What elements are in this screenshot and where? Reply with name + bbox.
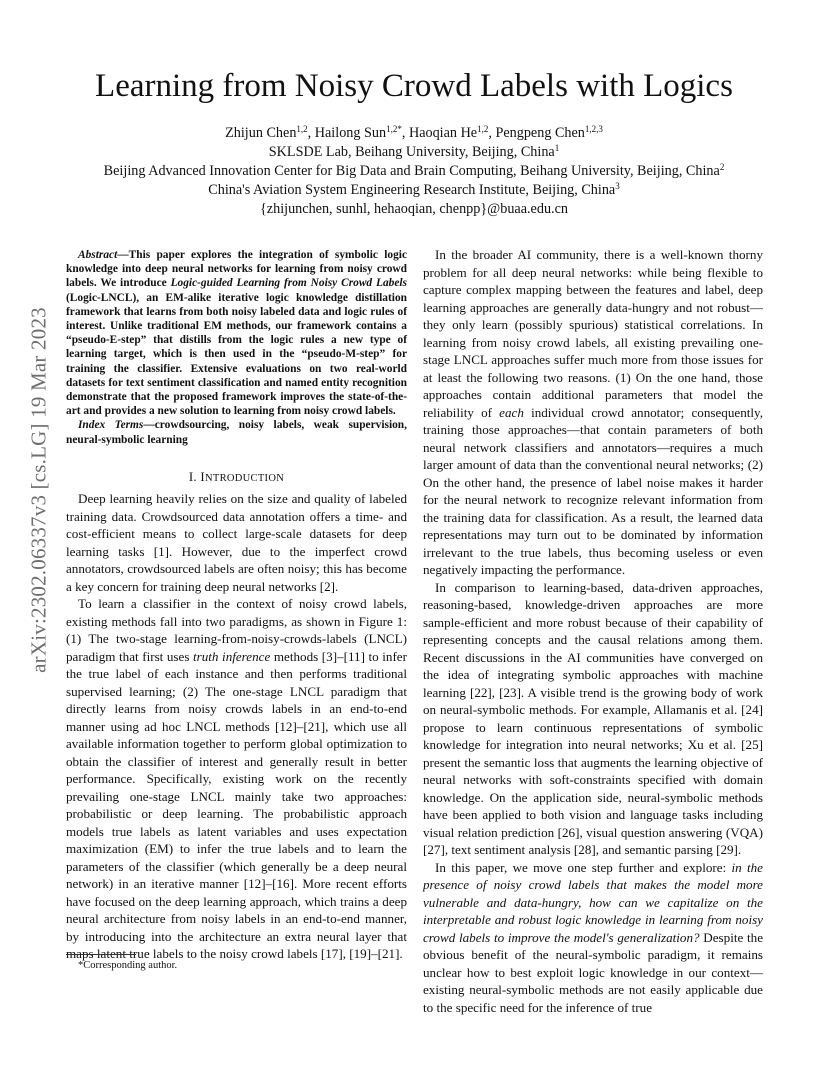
- paragraph: In the broader AI community, there is a well-known thorny problem for all deep neural networks: while being flexible to capture complex mapping between the features and label, deep learning approaches are generally data-hungry and not robust—they only learn (possibly spurious) statistical correlations. In learning from noisy crowd labels, all existing prevailing one-stage LNCL approaches suffer much more from those issues for at least the following two reasons. (1) On the one hand, those approaches contain additional parameters that model the reliability of each individual crowd annotator; consequently, training those approaches—that contain parameters of both neural network classifiers and annotators—requires a much larger amount of data than the conventional neural networks; (2) On the other hand, the presence of label noise makes it harder for the neural network to recognize relevant information from the training data for classification. As a result, the learned data representations may turn out to be dominated by information irrelevant to the true labels, thus becoming useless or even negatively impacting the performance.: [423, 247, 764, 577]
- paper-title: Learning from Noisy Crowd Labels with Logics: [95, 68, 733, 104]
- index-terms-label: Index Terms: [78, 419, 144, 432]
- abstract-label: Abstract: [78, 249, 118, 261]
- author-email: {zhijunchen, sunhl, hehaoqian, chenpp}@buaa.edu.cn: [260, 201, 568, 217]
- paragraph: Deep learning heavily relies on the size and quality of labeled training data. Crowdsourced data annotation offers a time- and cost-efficient means to collect large-scale datasets for deep learning tasks [1]. However, due to the imperfect crowd annotators, crowdsourced labels are often noisy; this has become a key concern for training deep neural networks [2].: [66, 491, 407, 594]
- method-name: Logic-guided Learning from Noisy Crowd Labels: [170, 277, 407, 290]
- author-names: Zhijun Chen$^{1,2}$, Hailong Sun$^{1,2*}$, Haoqian He$^{1,2}$, Pengpeng Chen$^{1,2,3}$: [225, 124, 603, 141]
- author-sup: 1,2: [477, 124, 489, 134]
- author-name: Pengpeng Chen: [495, 125, 585, 141]
- index-terms: Index Terms—crowdsourcing, noisy labels, weak supervision, neural-symbolic learning: [66, 419, 407, 446]
- affiliation-1: SKLSDE Lab, Beihang University, Beijing, China$^1$: [268, 143, 560, 160]
- paragraph: In this paper, we move one step further and explore: in the presence of noisy crowd labels that makes the model more vulnerable and data-hungry, how can we capitalize on the interpretable and robust logic knowledge in learning from noisy crowd labels to improve the model's generalization? Despite the obvious benefit of the neural-symbolic paradigm, it remains unclear how to best exploit logic knowledge in our context—existing neural-symbolic methods are not easily applicable due to the specific need for the inference of true: [423, 859, 764, 1015]
- affiliation-3: China's Aviation System Engineering Research Institute, Beijing, China$^3$: [208, 181, 620, 198]
- author-name: Haoqian He: [408, 125, 478, 141]
- abstract: [66, 248, 407, 447]
- arxiv-stamp: [24, 280, 54, 700]
- author-name: Zhijun Chen: [225, 125, 297, 141]
- author-block: [0, 124, 828, 219]
- paragraph: To learn a classifier in the context of noisy crowd labels, existing methods fall into two paradigms, as shown in Figure 1: (1) The two-stage learning-from-noisy-crowds-labels (LNCL) paradigm that first uses truth inference methods [3]–[11] to infer the true label of each instance and then performs traditional supervised learning; (2) The one-stage LNCL paradigm that directly learns from noisy crowds labels in an end-to-end manner using ad hoc LNCL methods [12]–[21], which use all available information together to perform global optimization to obtain the classifier of interest and generally result in better performance. Specifically, existing work on the recently prevailing one-stage LNCL mainly take two approaches: probabilistic or deep learning. The probabilistic approach models true labels as latent variables and uses expectation maximization (EM) to infer the true labels and to learn the parameters of the classifier (which generally be a deep neural network) in an iterative manner [12]–[16]. More recent efforts have focused on the deep learning approach, which trains a deep neural architecture from noisy labels in an end-to-end manner, by introducing into the architecture an extra neural layer that maps latent true labels to the noisy crowd labels [17], [19]–[21].: [66, 596, 407, 961]
- left-column-body: [66, 490, 407, 963]
- right-column-body: [423, 246, 763, 1016]
- section-heading: I. INTRODUCTION: [188, 470, 285, 484]
- author-sup: 1,2,3: [584, 124, 603, 134]
- author-sup: 1,2: [296, 124, 308, 134]
- footnote-rule: [66, 954, 136, 955]
- arxiv-stamp-text: arXiv:2302.06337v3 [cs.LG] 19 Mar 2023: [26, 307, 51, 673]
- affiliation-2: Beijing Advanced Innovation Center for Big Data and Brain Computing, Beihang University, Beijing, China$^2$: [103, 162, 725, 179]
- author-name: Hailong Sun: [314, 125, 387, 141]
- author-sup: 1,2*: [386, 124, 402, 134]
- abstract-text: Abstract—This paper explores the integration of symbolic logic knowledge into deep neural networks for learning from noisy crowd labels. We introduce Logic-guided Learning from Noisy Crowd Labels (Logic-LNCL), an EM-alike iterative logic knowledge distillation framework that learns from both noisy labeled data and logic rules of interest. Unlike traditional EM methods, our framework contains a “pseudo-E-step” that distills from the logic rules a new type of learning target, which is then used in the “pseudo-M-step” for training the classifier. Extensive evaluations on two real-world datasets for text sentiment classification and named entity recognition demonstrate that the proposed framework improves the state-of-the-art and provides a new solution to learning from noisy crowd labels.: [66, 249, 407, 418]
- paragraph: In comparison to learning-based, data-driven approaches, reasoning-based, knowledge-driven approaches are more sample-efficient and more robust because of their capability of representing concepts and the causal relations among them. Recent discussions in the AI communities have converged on the idea of integrating symbolic approaches with machine learning [22], [23]. A visible trend is the growing body of work on neural-symbolic methods. For example, Allamanis et al. [24] propose to learn continuous representations of symbolic knowledge for integration into neural networks; Xu et al. [25] present the semantic loss that augments the learning objective of neural networks with soft-constraints specified with domain knowledge. On the application side, neural-symbolic methods have been applied to both vision and language tasks including visual relation prediction [26], visual question answering (VQA) [27], text sentiment analysis [28], and semantic parsing [29].: [423, 579, 763, 857]
- footnote: *Corresponding author.: [78, 960, 178, 971]
